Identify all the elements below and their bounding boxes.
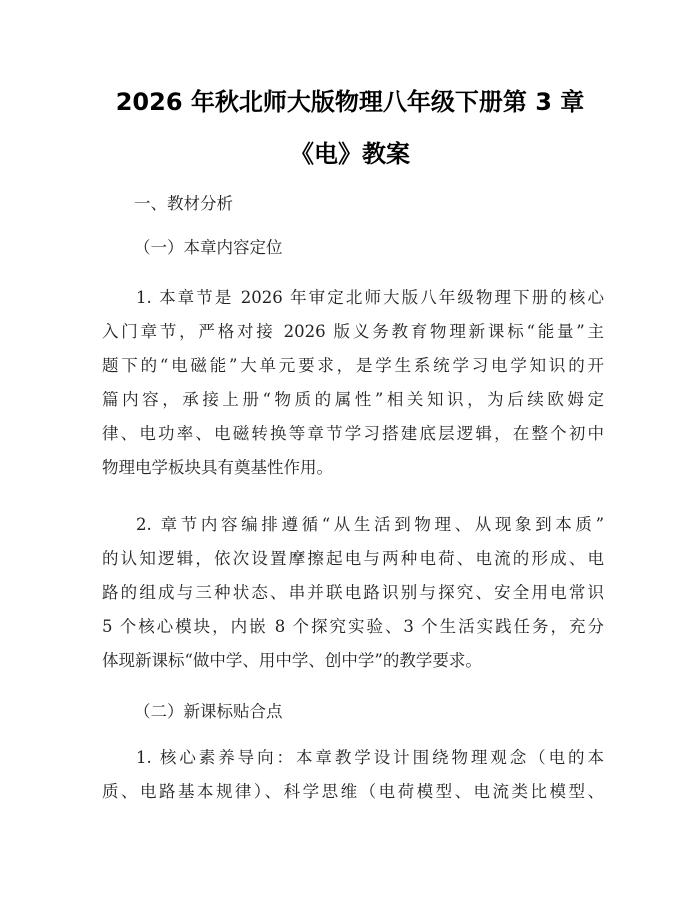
paragraph-line: 质、电路基本规律）、科学思维（电荷模型、电流类比模型、 <box>102 782 604 801</box>
paragraph-line: 2. 章节内容编排遵循“从生活到物理、从现象到本质” <box>136 515 604 534</box>
document-title-line-1: 2026 年秋北师大版物理八年级下册第 3 章 <box>115 88 585 116</box>
paragraph-line: 篇内容，承接上册“物质的属性”相关知识，为后续欧姆定 <box>102 390 604 409</box>
paragraph-line: 1. 本章节是 2026 年审定北师大版八年级物理下册的核心 <box>136 288 604 307</box>
document-title-line-2: 《电》教案 <box>290 140 410 168</box>
section-heading-teaching-material-analysis: 一、教材分析 <box>134 194 233 213</box>
subsection-heading-curriculum-standards: （二）新课标贴合点 <box>134 702 283 721</box>
paragraph-line: 物理电学板块具有奠基性作用。 <box>102 458 333 477</box>
paragraph-line: 5 个核心模块，内嵌 8 个探究实验、3 个生活实践任务，充分 <box>102 617 604 636</box>
paragraph-chapter-positioning-2 <box>102 508 604 678</box>
paragraph-line: 律、电功率、电磁转换等章节学习搭建底层逻辑，在整个初中 <box>102 424 604 443</box>
paragraph-line: 路的组成与三种状态、串并联电路识别与探究、安全用电常识 <box>102 583 604 602</box>
paragraph-line: 1. 核心素养导向：本章教学设计围绕物理观念（电的本 <box>136 748 604 767</box>
paragraph-line: 题下的“电磁能”大单元要求，是学生系统学习电学知识的开 <box>102 356 604 375</box>
paragraph-core-literacy <box>102 741 604 809</box>
paragraph-chapter-positioning-1 <box>102 281 604 485</box>
paragraph-line: 的认知逻辑，依次设置摩擦起电与两种电荷、电流的形成、电 <box>102 549 604 568</box>
subsection-heading-chapter-positioning: （一）本章内容定位 <box>134 238 283 257</box>
paragraph-line: 体现新课标“做中学、用中学、创中学”的教学要求。 <box>102 651 482 670</box>
paragraph-line: 入门章节，严格对接 2026 版义务教育物理新课标“能量”主 <box>102 322 604 341</box>
